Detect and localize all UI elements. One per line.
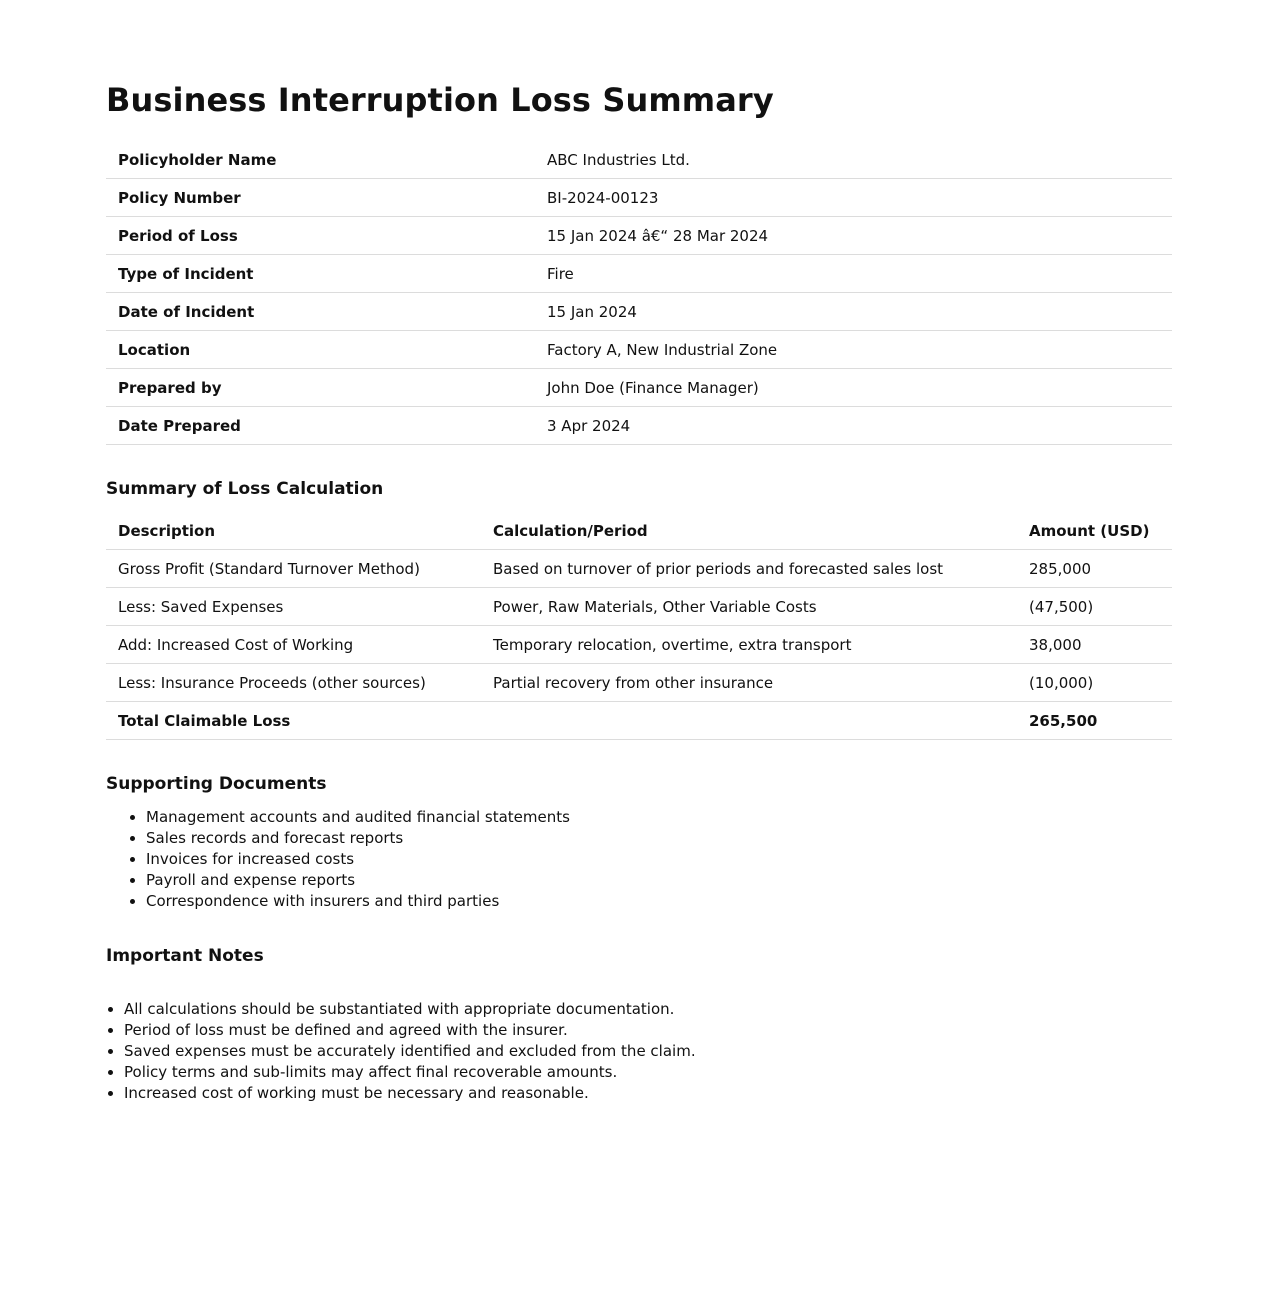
loss-calculation-table bbox=[106, 512, 1172, 740]
list-item: • Management accounts and audited financial statements bbox=[146, 807, 1172, 828]
list-item: • Policy terms and sub-limits may affect final recoverable amounts. bbox=[124, 1062, 1172, 1083]
row-calculation: Power, Raw Materials, Other Variable Costs bbox=[481, 588, 1017, 626]
info-value: BI-2024-00123 bbox=[535, 179, 1172, 217]
list-item: • Increased cost of working must be necessary and reasonable. bbox=[124, 1083, 1172, 1104]
info-label: Location bbox=[106, 331, 535, 369]
total-amount: 265,500 bbox=[1017, 702, 1172, 740]
table-row bbox=[106, 626, 1172, 664]
info-row-location bbox=[106, 331, 1172, 369]
info-value: John Doe (Finance Manager) bbox=[535, 369, 1172, 407]
info-row-period-of-loss bbox=[106, 217, 1172, 255]
supporting-documents-heading: Supporting Documents bbox=[106, 774, 327, 794]
info-label: Policy Number bbox=[106, 179, 535, 217]
table-row bbox=[106, 664, 1172, 702]
row-calculation: Partial recovery from other insurance bbox=[481, 664, 1017, 702]
info-label: Date Prepared bbox=[106, 407, 535, 445]
policy-info-table bbox=[106, 141, 1172, 445]
info-row-date-prepared bbox=[106, 407, 1172, 445]
list-item: • Period of loss must be defined and agreed with the insurer. bbox=[124, 1020, 1172, 1041]
list-item: • Saved expenses must be accurately identified and excluded from the claim. bbox=[124, 1041, 1172, 1062]
info-value: 15 Jan 2024 bbox=[535, 293, 1172, 331]
info-value: Factory A, New Industrial Zone bbox=[535, 331, 1172, 369]
supporting-documents-list bbox=[106, 807, 1172, 912]
row-description: Less: Insurance Proceeds (other sources) bbox=[106, 664, 481, 702]
row-amount: (47,500) bbox=[1017, 588, 1172, 626]
info-value: Fire bbox=[535, 255, 1172, 293]
info-value: ABC Industries Ltd. bbox=[535, 141, 1172, 179]
row-description: Gross Profit (Standard Turnover Method) bbox=[106, 550, 481, 588]
column-header-amount: Amount (USD) bbox=[1017, 512, 1172, 550]
info-label: Policyholder Name bbox=[106, 141, 535, 179]
list-item: • Payroll and expense reports bbox=[146, 870, 1172, 891]
list-item: • Invoices for increased costs bbox=[146, 849, 1172, 870]
column-header-calculation: Calculation/Period bbox=[481, 512, 1017, 550]
info-row-policyholder bbox=[106, 141, 1172, 179]
total-calculation bbox=[481, 702, 1017, 740]
summary-heading: Summary of Loss Calculation bbox=[106, 479, 384, 499]
info-row-policy-number bbox=[106, 179, 1172, 217]
row-calculation: Temporary relocation, overtime, extra transport bbox=[481, 626, 1017, 664]
column-header-description: Description bbox=[106, 512, 481, 550]
info-label: Prepared by bbox=[106, 369, 535, 407]
table-row bbox=[106, 550, 1172, 588]
info-label: Period of Loss bbox=[106, 217, 535, 255]
table-row bbox=[106, 588, 1172, 626]
important-notes-list bbox=[106, 999, 1172, 1104]
info-row-date-of-incident bbox=[106, 293, 1172, 331]
info-label: Date of Incident bbox=[106, 293, 535, 331]
row-calculation: Based on turnover of prior periods and forecasted sales lost bbox=[481, 550, 1017, 588]
info-value: 15 Jan 2024 â€“ 28 Mar 2024 bbox=[535, 217, 1172, 255]
row-amount: 38,000 bbox=[1017, 626, 1172, 664]
row-description: Less: Saved Expenses bbox=[106, 588, 481, 626]
info-row-prepared-by bbox=[106, 369, 1172, 407]
row-description: Add: Increased Cost of Working bbox=[106, 626, 481, 664]
total-row bbox=[106, 702, 1172, 740]
list-item: • Sales records and forecast reports bbox=[146, 828, 1172, 849]
table-header-row bbox=[106, 512, 1172, 550]
info-label: Type of Incident bbox=[106, 255, 535, 293]
info-row-type-of-incident bbox=[106, 255, 1172, 293]
row-amount: 285,000 bbox=[1017, 550, 1172, 588]
list-item: • All calculations should be substantiated with appropriate documentation. bbox=[124, 999, 1172, 1020]
row-amount: (10,000) bbox=[1017, 664, 1172, 702]
important-notes-heading: Important Notes bbox=[106, 946, 264, 966]
page-title: Business Interruption Loss Summary bbox=[106, 81, 774, 119]
info-value: 3 Apr 2024 bbox=[535, 407, 1172, 445]
list-item: • Correspondence with insurers and third parties bbox=[146, 891, 1172, 912]
total-label: Total Claimable Loss bbox=[106, 702, 481, 740]
